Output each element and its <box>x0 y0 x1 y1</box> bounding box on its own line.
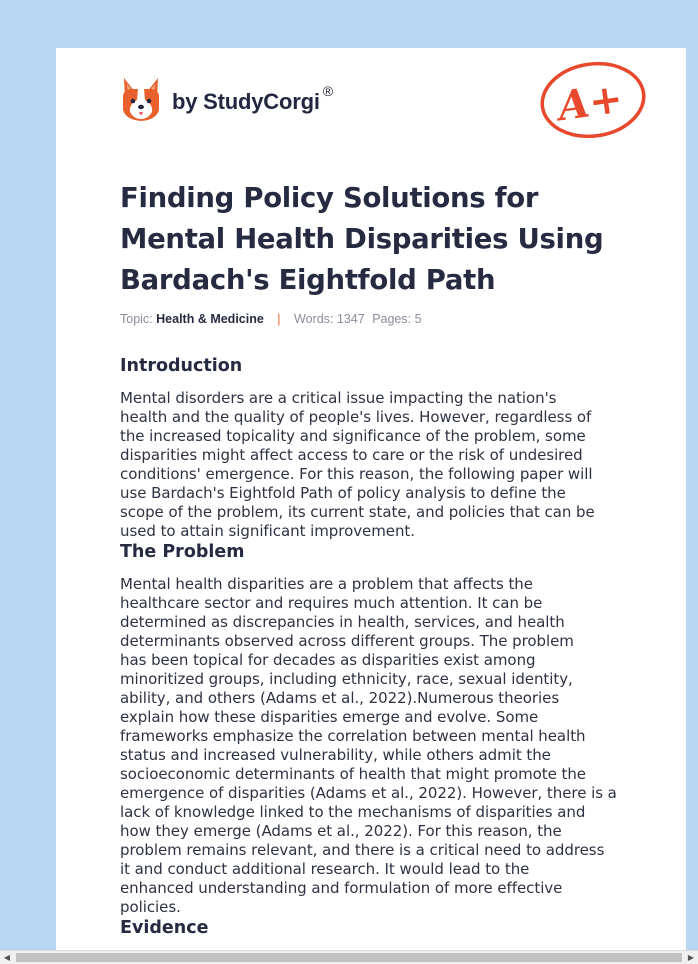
document-page <box>56 48 686 950</box>
words-count: 1347 <box>336 312 365 326</box>
section-heading-introduction: Introduction <box>120 356 243 376</box>
section-text-introduction: Mental disorders are a critical issue impacting the nation's health and the quality of people's lives. However, regardless of the increased topicality and significance of the problem, some disparities might affect access to care or the risk of undesired conditions' emergence. For this reason, the following paper will use Bardach's Eightfold Path of policy analysis to define the scope of the problem, its current state, and policies that can be used to attain significant improvement. <box>120 389 595 540</box>
brand-name: by StudyCorgi ® <box>172 83 333 114</box>
corgi-logo-icon <box>120 76 162 122</box>
section-text-problem: Mental health disparities are a problem that affects the healthcare sector and requires much attention. It can be determined as discrepancies in health, services, and health determinants observed across different groups. The problem has been topical for decades as disparities exist among minoritized groups, including ethnicity, race, sexual identity, ability, and others (Adams et al., 2022).Numerous theories explain how these disparities emerge and evolve. Some frameworks emphasize the correlation between mental health status and increased vulnerability, while others admit the socioeconomic determinants of health that might promote the emergence of disparities (Adams et al., 2022). However, there is a lack of knowledge linked to the mechanisms of disparities and how they emerge (Adams et al., 2022). For this reason, the problem remains relevant, and there is a critical need to address it and conduct additional research. It would lead to the enhanced understanding and formulation of more effective policies. <box>120 575 617 916</box>
registered-mark: ® <box>322 83 333 99</box>
words-label: Words: <box>294 312 334 326</box>
pages-label: Pages: <box>372 312 412 326</box>
horizontal-scrollbar[interactable] <box>0 950 698 964</box>
brand[interactable] <box>120 76 333 122</box>
grade-text: A+ <box>555 74 626 131</box>
section-heading-evidence: Evidence <box>120 918 209 938</box>
section-heading-problem: The Problem <box>120 542 245 562</box>
scroll-right-arrow-icon[interactable]: ▶ <box>687 953 695 962</box>
scrollbar-thumb[interactable] <box>16 953 682 962</box>
a-plus-grade-stamp <box>538 60 648 140</box>
topic-link[interactable]: Health & Medicine <box>156 312 264 326</box>
page-title: Finding Policy Solutions for Mental Health Disparities Using Bardach's Eightfold Path <box>120 182 604 296</box>
document-meta <box>120 312 422 326</box>
topic-label: Topic: <box>120 312 153 326</box>
scroll-left-arrow-icon[interactable]: ◀ <box>3 953 11 962</box>
document-body <box>120 353 632 939</box>
meta-separator: | <box>277 312 281 326</box>
pages-count: 5 <box>414 312 422 326</box>
